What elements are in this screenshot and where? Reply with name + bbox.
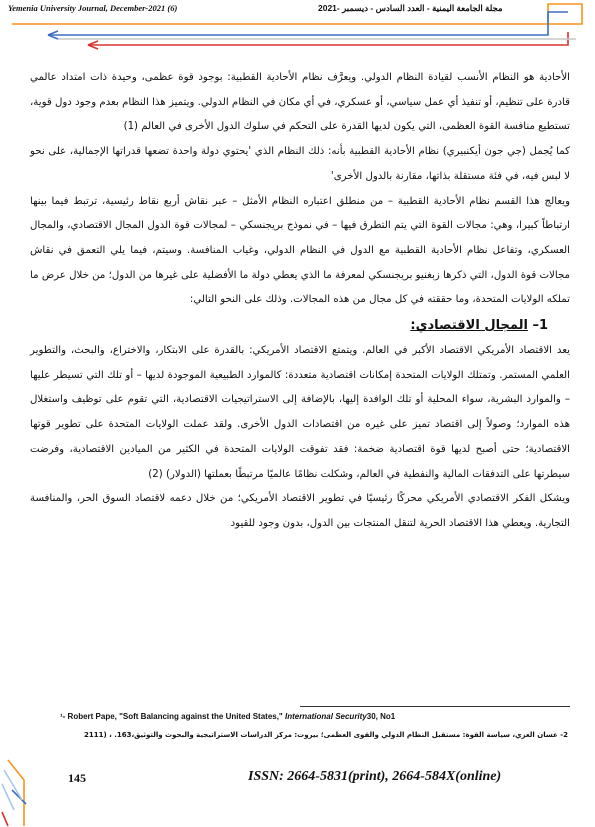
footer-line-blue xyxy=(12,790,26,804)
article-body xyxy=(30,66,570,537)
footnote-1 xyxy=(60,712,395,721)
paragraph-1: الأحادية هو النظام الأنسب لقيادة النظام الدولي. ويعرَّف نظام الأحادية القطبية: بوجود قوة عظمى، وحيدة ذات امتداد عالمي قادرة على تنظيم، أو تنفيذ أي عمل سياسي، أو عسكري، في أي مكان في النظام الدولي. ويتميز هذا النظام بعدم وجود دول قوية، تستطيع منافسة القوة العظمى، التي يكون لديها القدرة على التحكم في سلوك الدول الأخرى في العالم (1) xyxy=(30,72,570,133)
section-number: 1– xyxy=(532,318,548,334)
journal-title-ar: مجلة الجامعة اليمنية - العدد السادس - ديسمبر -2021 xyxy=(318,3,503,13)
section-paragraph-2: ويشكل الفكر الاقتصادي الأمريكي محركًا رئيسيًا في تطوير الاقتصاد الأمريكي؛ من خلال دعمه لاقتصاد السوق الحر، والمنافسة التجارية. ويعطي هذا الاقتصاد الحرية لتنقل المنتجات بين الدول، بدون وجود للقيود xyxy=(30,493,570,529)
page-number: 145 xyxy=(68,771,86,785)
paragraph-3: ويعالج هذا القسم نظام الأحادية القطبية – من منطلق اعتباره النظام الأمثل – عبر نقاش أربع نقاط رئيسية، ترتبط فيما بينها ارتباطاً كبيرا، وهي: مجالات القوة التي يتم التطرق فيها – في نموذج بريجنسكي – لمجالات قوة الدول المجال الاقتصادي، والمجال العسكري، وتفاعل نظام الأحادية القطبية مع الدول في النظام الدولي، وغياب المنافسة. وسيتم، فيما يلي التعمق في نقاش مجالات قوة الدول، التي ذكرها زبغنيو بريجنسكي لمعرفة ما الذي يعطي دولة ما الأفضلية على غيرها من الدول؛ من خلال عرض ما تملكه الولايات المتحدة، وما حققته في كل مجال من هذه المجالات. وذلك على النحو التالي: xyxy=(30,195,570,306)
journal-title-en: Yemenia University Journal, December-2021 (6) xyxy=(8,3,178,13)
section-heading xyxy=(30,313,570,339)
section-paragraph-1: يعد الاقتصاد الأمريكي الاقتصاد الأكبر في العالم. ويتمتع الاقتصاد الأمريكي: بالقدرة على الابتكار، والاختراع، والبحث، والتطوير العلمي المستمر. وتمتلك الولايات المتحدة إمكانات اقتصادية متعددة: كالموارد الطبيعية الموجودة لديها – أو تلك التي تسيطر عليها – والموارد البشرية، سواء المحلية أو تلك الوافدة إليها، بالإضافة إلى الاستراتيجيات الاقتصادية، التي تقوم على توظيف واستغلال هذه الموارد؛ وصولاً إلى اقتصاد تميز على غيره من اقتصادات الدول الأخرى. ولقد عملت الولايات المتحدة على تطوير قوتها الاقتصادية؛ حتى أصبح لديها قوة اقتصادية ضخمة: فقد تفوقت الولايات المتحدة في الكثير من الميادين الاقتصادية، وفرضت سيطرتها على التدفقات المالية والنفطية في العالم، وشكلت نظامًا عالميًا مرتبطًا بعملتها (الدولار) (2) xyxy=(30,345,570,480)
footnote-1-journal: International Security xyxy=(284,712,367,721)
issn-line: ISSN: 2664-5831(print), 2664-584X(online) xyxy=(248,769,502,784)
paragraph-2: كما يُجمل (جي جون أيكنبيري) نظام الأحادية القطبية بأنه: ذلك النظام الذي 'يحتوي دولة واحدة تضعها قدراتها الإجمالية، على نحو لا لبس فيه، في فئة مستقلة بذاتها، مقارنة بالدول الأخرى' xyxy=(30,146,570,182)
footer-line-orange xyxy=(8,760,24,826)
footer-line-red xyxy=(2,812,8,826)
footnote-2: 2- عسان العزي، سياسة القوة: مستقبل النظام الدولي والقوى العظمى؛ بيروت: مركز الدراسات الاستراتيجية والبحوث والتوثيق،163. ، (2111 xyxy=(83,731,568,739)
footnote-1-prefix: ¹- Robert Pape, "Soft Balancing against the United States," xyxy=(60,712,283,721)
footnote-divider xyxy=(300,706,570,707)
footnote-1-suffix: 30, No1 xyxy=(366,712,396,721)
section-title: المجال الاقتصادي: xyxy=(410,318,528,334)
footer-line-lightblue xyxy=(2,770,22,810)
